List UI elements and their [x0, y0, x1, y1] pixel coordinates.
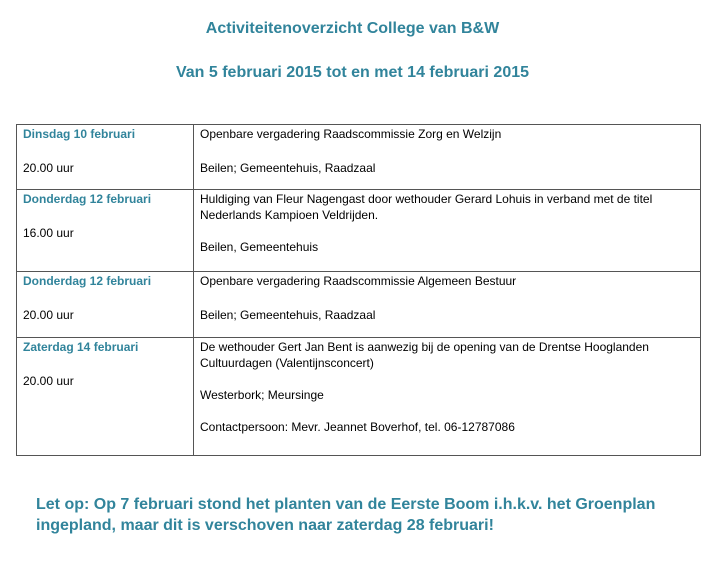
event-time: 20.00 uur	[23, 308, 74, 322]
event-description: Openbare vergadering Raadscommissie Algemeen Bestuur	[200, 274, 517, 288]
date-time-cell	[17, 272, 194, 338]
date-time-cell	[17, 190, 194, 272]
event-date: Zaterdag 14 februari	[23, 340, 139, 354]
event-date: Dinsdag 10 februari	[23, 127, 136, 141]
event-details-cell	[194, 272, 701, 338]
period-subtitle: Van 5 februari 2015 tot en met 14 februari 2015	[175, 64, 530, 81]
event-date: Donderdag 12 februari	[23, 274, 152, 288]
table-row	[17, 190, 701, 272]
table-row	[17, 338, 701, 456]
event-time: 16.00 uur	[23, 226, 74, 240]
page-title: Activiteitenoverzicht College van B&W	[205, 20, 500, 37]
event-time: 20.00 uur	[23, 161, 74, 175]
event-details-cell	[194, 125, 701, 190]
event-description: Openbare vergadering Raadscommissie Zorg en Welzijn	[200, 127, 502, 141]
table-row	[17, 125, 701, 190]
event-location: Beilen; Gemeentehuis, Raadzaal	[200, 161, 376, 175]
event-location: Beilen, Gemeentehuis	[200, 240, 319, 254]
date-time-cell	[17, 125, 194, 190]
schedule-table	[16, 124, 701, 456]
event-details-cell	[194, 190, 701, 272]
event-details-cell	[194, 338, 701, 456]
event-time: 20.00 uur	[23, 374, 74, 388]
event-description: Huldiging van Fleur Nagengast door wethouder Gerard Lohuis in verband met de titel Nederlands Kampioen Veldrijden.	[200, 192, 653, 222]
event-location: Beilen; Gemeentehuis, Raadzaal	[200, 308, 376, 322]
table-row	[17, 272, 701, 338]
event-description: De wethouder Gert Jan Bent is aanwezig bij de opening van de Drentse Hooglanden Cultuurdagen (Valentijnsconcert)	[200, 340, 649, 370]
event-location: Westerbork; Meursinge	[200, 388, 324, 402]
notice-text: Let op: Op 7 februari stond het planten van de Eerste Boom i.h.k.v. het Groenplan ingepland, maar dit is verschoven naar zaterdag 28 februari!	[36, 496, 656, 534]
event-date: Donderdag 12 februari	[23, 192, 152, 206]
event-contact: Contactpersoon: Mevr. Jeannet Boverhof, tel. 06-12787086	[200, 420, 515, 434]
date-time-cell	[17, 338, 194, 456]
